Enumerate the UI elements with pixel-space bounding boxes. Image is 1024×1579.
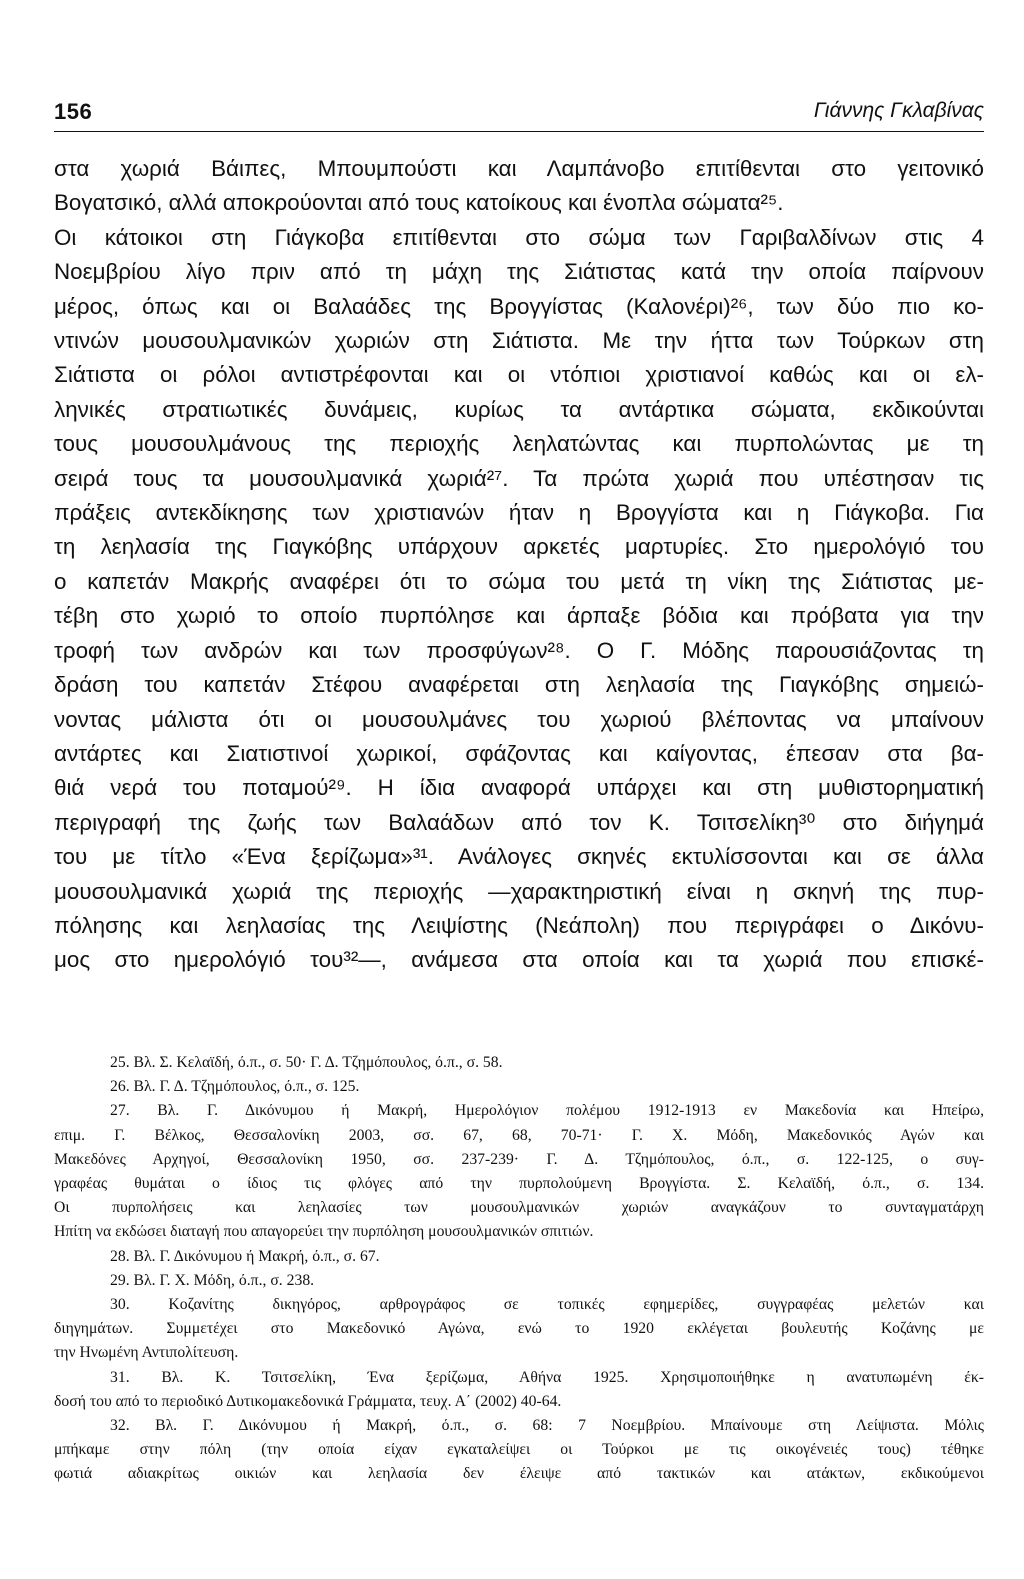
body-line: μος στο ημερολόγιό του³²—, ανάμεσα στα οποία και τα χωριά που επισκέ- <box>54 947 984 973</box>
footnote-line: μπήκαμε στην πόλη (την οποία είχαν εγκαταλείψει οι Τούρκοι με τις οικογένειές τους) τέθηκε <box>54 1441 984 1459</box>
body-line: Βογατσικό, αλλά αποκρούονται από τους κατοίκους και ένοπλα σώματα²⁵. <box>54 190 784 216</box>
footnote-line: 26. Βλ. Γ. Δ. Τζημόπουλος, ό.π., σ. 125. <box>110 1078 360 1096</box>
body-line: πράξεις αντεκδίκησης των χριστιανών ήταν η Βρογγίστα και η Γιάγκοβα. Για <box>54 500 984 526</box>
footnote-line: 25. Βλ. Σ. Κελαϊδή, ό.π., σ. 50· Γ. Δ. Τζημόπουλος, ό.π., σ. 58. <box>110 1054 503 1071</box>
body-line: νοντας μάλιστα ότι οι μουσουλμάνες του χωριού βλέποντας να μπαίνουν <box>54 706 984 732</box>
body-line: σειρά τους τα μουσουλμανικά χωριά²⁷. Τα πρώτα χωριά που υπέστησαν τις <box>54 465 984 491</box>
running-head-author: Γιάννης Γκλαβίνας <box>813 99 984 122</box>
body-line: Νοεμβρίου λίγο πριν από τη μάχη της Σιάτιστας κατά την οποία παίρνουν <box>54 259 984 285</box>
body-line: ο καπετάν Μακρής αναφέρει ότι το σώμα του μετά τη νίκη της Σιάτιστας με- <box>54 568 984 594</box>
body-line: δράση του καπετάν Στέφου αναφέρεται στη λεηλασία της Γιαγκόβης σημειώ- <box>54 672 984 698</box>
body-line: Οι κάτοικοι στη Γιάγκοβα επιτίθενται στο σώμα των Γαριβαλδίνων στις 4 <box>54 224 984 250</box>
body-line: αντάρτες και Σιατιστινοί χωρικοί, σφάζοντας και καίγοντας, έπεσαν στα βα- <box>54 740 984 766</box>
body-line: θιά νερά του ποταμού²⁹. Η ίδια αναφορά υπάρχει και στη μυθιστορηματική <box>54 775 984 801</box>
page-number: 156 <box>54 99 93 124</box>
main-text <box>54 152 984 978</box>
body-line: μέρος, όπως και οι Βαλαάδες της Βρογγίστας (Καλονέρι)²⁶, των δύο πιο κο- <box>54 293 984 319</box>
footnote-line: την Ηνωμένη Αντιπολίτευση. <box>54 1344 239 1362</box>
body-line: τέβη στο χωριό το οποίο πυρπόλησε και άρπαξε βόδια και πρόβατα για την <box>54 603 984 629</box>
page-header <box>54 95 984 132</box>
body-line: πόλησης και λεηλασίας της Λειψίστης (Νεάπολη) που περιγράφει ο Δικόνυ- <box>54 912 984 938</box>
body-line: μουσουλμανικά χωριά της περιοχής —χαρακτηριστική είναι η σκηνή της πυρ- <box>54 878 984 904</box>
footnote-line: γραφέας θυμάται ο ίδιος τις φλόγες από την πυρπολούμενη Βρογγίστα. Σ. Κελαϊδή, ό.π., σ. 134. <box>54 1175 984 1193</box>
footnote-line: Ηπίτη να εκδώσει διαταγή που απαγορεύει την πυρπόληση μουσουλμανικών σπιτιών. <box>54 1223 594 1241</box>
footnote-line: δοσή του από το περιοδικό Δυτικομακεδονικά Γράμματα, τευχ. Α΄ (2002) 40-64. <box>54 1392 562 1410</box>
footnote-line: φωτιά αδιακρίτως οικιών και λεηλασία δεν έλειψε από τακτικών και ατάκτων, εκδικούμενοι <box>54 1465 984 1483</box>
footnote-line: Μακεδόνες Αρχηγοί, Θεσσαλονίκη 1950, σσ. 237-239· Γ. Δ. Τζημόπουλος, ό.π., σ. 122-125, ο συγ- <box>54 1150 984 1168</box>
body-line: τη λεηλασία της Γιαγκόβης υπάρχουν αρκετές μαρτυρίες. Στο ημερολόγιό του <box>54 534 984 560</box>
footnote-line: 30. Κοζανίτης δικηγόρος, αρθρογράφος σε τοπικές εφημερίδες, συγγραφέας μελετών και <box>110 1296 984 1314</box>
footnotes <box>54 1051 984 1487</box>
body-line: στα χωριά Βάιπες, Μπουμπούστι και Λαμπάνοβο επιτίθενται στο γειτονικό <box>54 156 984 181</box>
footnote-line: 29. Βλ. Γ. Χ. Μόδη, ό.π., σ. 238. <box>110 1271 315 1289</box>
footnote-line: 32. Βλ. Γ. Δικόνυμου ή Μακρή, ό.π., σ. 68: 7 Νοεμβρίου. Μπαίνουμε στη Λείψιστα. Μόλις <box>110 1417 984 1435</box>
footnote-line: διηγημάτων. Συμμετέχει στο Μακεδονικό Αγώνα, ενώ το 1920 εκλέγεται βουλευτής Κοζάνης με <box>54 1320 984 1338</box>
body-line: τροφή των ανδρών και των προσφύγων²⁸. Ο Γ. Μόδης παρουσιάζοντας τη <box>54 637 984 663</box>
body-line: του με τίτλο «Ένα ξερίζωμα»³¹. Ανάλογες σκηνές εκτυλίσσονται και σε άλλα <box>54 844 984 870</box>
body-line: ληνικές στρατιωτικές δυνάμεις, κυρίως τα αντάρτικα σώματα, εκδικούνται <box>54 396 984 422</box>
footnote-line: Οι πυρπολήσεις και λεηλασίες των μουσουλμανικών χωριών αναγκάζουν το συνταγματάρχη <box>54 1199 984 1217</box>
body-line: Σιάτιστα οι ρόλοι αντιστρέφονται και οι ντόπιοι χριστιανοί καθώς και οι ελ- <box>54 362 984 388</box>
footnote-line: επιμ. Γ. Βέλκος, Θεσσαλονίκη 2003, σσ. 67, 68, 70-71· Γ. Χ. Μόδη, Μακεδονικός Αγών και <box>54 1126 984 1144</box>
footnote-line: 28. Βλ. Γ. Δικόνυμου ή Μακρή, ό.π., σ. 67. <box>110 1247 380 1265</box>
footnote-line: 27. Βλ. Γ. Δικόνυμου ή Μακρή, Ημερολόγιον πολέμου 1912-1913 εν Μακεδονία και Ηπείρω, <box>110 1102 984 1120</box>
body-line: τους μουσουλμάνους της περιοχής λεηλατώντας και πυρπολώντας με τη <box>54 431 984 457</box>
body-line: ντινών μουσουλμανικών χωριών στη Σιάτιστα. Με την ήττα των Τούρκων στη <box>54 328 984 354</box>
footnote-line: 31. Βλ. Κ. Τσιτσελίκη, Ένα ξερίζωμα, Αθήνα 1925. Χρησιμοποιήθηκε η ανατυπωμένη έκ- <box>110 1368 984 1386</box>
body-line: περιγραφή της ζωής των Βαλαάδων από τον Κ. Τσιτσελίκη³⁰ στο διήγημά <box>54 809 984 835</box>
